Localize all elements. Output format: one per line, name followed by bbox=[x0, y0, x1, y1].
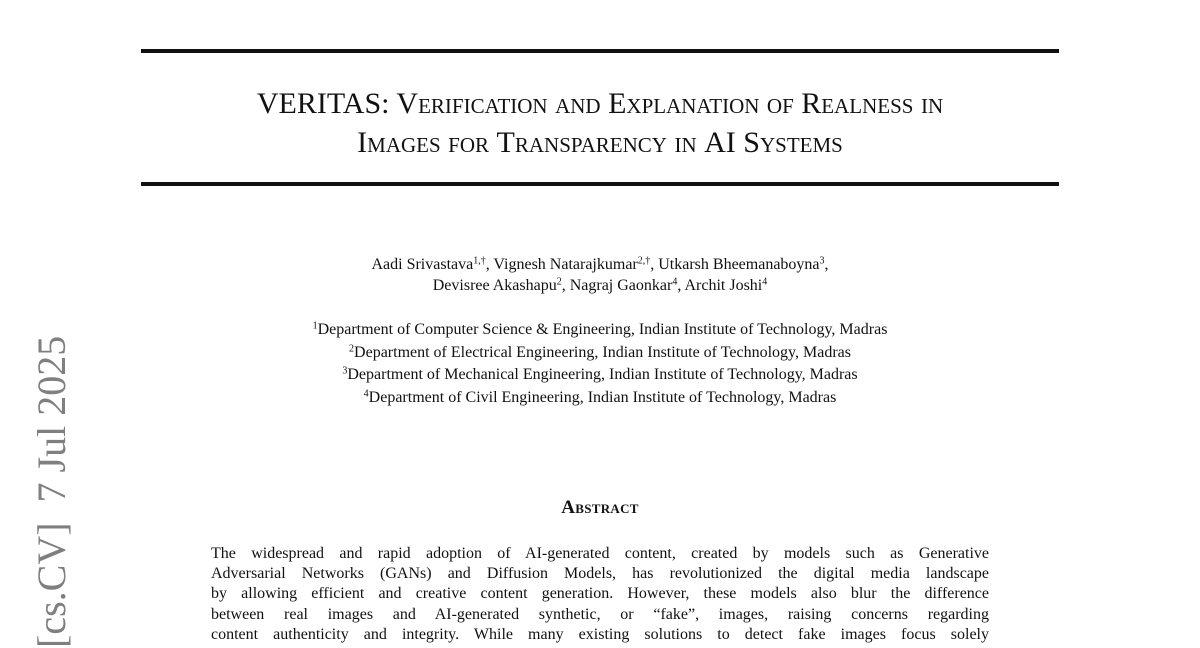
title-segment: mages for bbox=[367, 126, 497, 159]
abstract-line: by allowing efficient and creative content generation. However, these models also blur the difference bbox=[211, 585, 989, 603]
affiliation-text: Department of Computer Science & Engineering, Indian Institute of Technology, Madras bbox=[317, 321, 888, 338]
affiliation-item bbox=[200, 319, 1000, 342]
affiliation-number: 4 bbox=[363, 388, 369, 399]
affiliation-number: 1 bbox=[312, 320, 318, 332]
title-segment: xplanation of bbox=[626, 87, 802, 120]
title-segment: I bbox=[357, 126, 368, 159]
paper-title bbox=[141, 84, 1059, 162]
abstract-line: The widespread and rapid adoption of AI-generated content, created by models such as Generative bbox=[211, 545, 989, 562]
affiliation-item bbox=[200, 387, 1000, 410]
title-rule-bottom bbox=[141, 182, 1059, 186]
affiliation-item bbox=[200, 342, 1000, 365]
title-segment: : bbox=[381, 87, 397, 120]
title-rule-top bbox=[141, 49, 1059, 53]
title-line-2 bbox=[141, 123, 1059, 162]
affiliation-number: 3 bbox=[342, 365, 348, 377]
affiliation-text: Department of Electrical Engineering, Indian Institute of Technology, Madras bbox=[354, 343, 851, 361]
title-line-1 bbox=[141, 84, 1059, 123]
affiliation-text: Department of Mechanical Engineering, Indian Institute of Technology, Madras bbox=[347, 366, 858, 383]
abstract-body bbox=[211, 544, 989, 645]
title-segment: VERITAS bbox=[256, 87, 382, 120]
author-line: Devisree Akashapu$^2$, Nagraj Gaonkar$^4$, Archit Joshi$^4$ bbox=[432, 276, 768, 294]
title-segment: AI S bbox=[704, 126, 760, 159]
title-segment: ystems bbox=[759, 126, 843, 159]
abstract-line: Adversarial Networks (GANs) and Diffusion Models, has revolutionized the digital media landscape bbox=[211, 565, 989, 583]
affiliation-list bbox=[200, 319, 1000, 409]
abstract-line: content authenticity and integrity. While many existing solutions to detect fake images focus solely bbox=[211, 625, 989, 643]
author-list bbox=[200, 254, 1000, 296]
title-segment: ealness in bbox=[821, 87, 944, 120]
title-segment: erification and bbox=[418, 87, 609, 120]
arxiv-side-stamp: [cs.CV] 7 Jul 2025 bbox=[29, 335, 74, 648]
affiliation-item bbox=[200, 364, 1000, 387]
affiliation-text: Department of Civil Engineering, Indian Institute of Technology, Madras bbox=[368, 388, 837, 406]
title-segment: V bbox=[396, 87, 419, 120]
title-segment: ransparency in bbox=[514, 126, 705, 159]
title-segment: T bbox=[496, 126, 515, 159]
title-segment: E bbox=[608, 87, 627, 120]
author-line: Aadi Srivastava$^{1,\dagger}$, Vignesh Natarajkumar$^{2,\dagger}$, Utkarsh Bheemanaboyna$^3$, bbox=[371, 255, 829, 273]
abstract-heading: Abstract bbox=[561, 497, 639, 518]
affiliation-number: 2 bbox=[349, 343, 355, 354]
title-segment: R bbox=[801, 87, 822, 120]
abstract-line: between real images and AI-generated synthetic, or “fake”, images, raising concerns regarding bbox=[211, 605, 989, 623]
